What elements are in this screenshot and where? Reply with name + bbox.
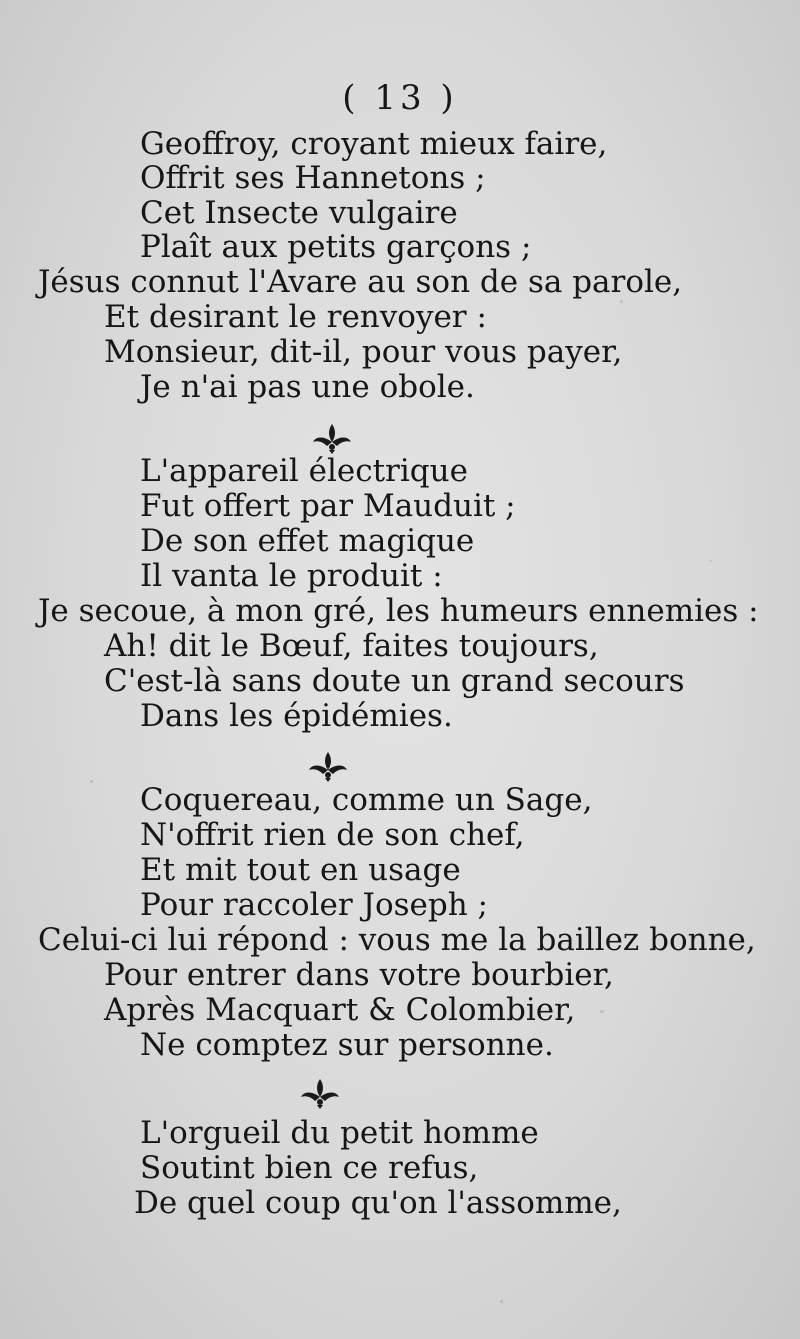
verse-line: Je n'ai pas une obole. <box>140 369 475 405</box>
verse-line: Ne comptez sur personne. <box>140 1027 554 1063</box>
verse-line: N'offrit rien de son chef, <box>140 817 525 853</box>
verse-line: Monsieur, dit-il, pour vous payer, <box>104 334 623 370</box>
fleuron-icon <box>306 748 350 782</box>
verse-line: Pour raccoler Joseph ; <box>140 887 488 923</box>
verse-line: De son effet magique <box>140 523 475 559</box>
verse-line: Et desirant le renvoyer : <box>104 299 487 335</box>
verse-line: Soutint bien ce refus, <box>140 1150 479 1186</box>
verse-line: C'est-là sans doute un grand secours <box>104 663 685 699</box>
verse-line: De quel coup qu'on l'assomme, <box>134 1185 622 1221</box>
verse-line: Et mit tout en usage <box>140 852 461 888</box>
verse-line: L'orgueil du petit homme <box>140 1115 539 1151</box>
verse-line: Dans les épidémies. <box>140 698 453 734</box>
verse-line: Après Macquart & Colombier, <box>104 992 576 1028</box>
verse-line: Pour entrer dans votre bourbier, <box>104 957 614 993</box>
page-number: ( 13 ) <box>342 78 458 118</box>
verse-line: Il vanta le produit : <box>140 558 443 594</box>
verse-line: Ah! dit le Bœuf, faites toujours, <box>104 628 599 664</box>
verse-line: Geoffroy, croyant mieux faire, <box>140 126 608 162</box>
verse-line: Coquereau, comme un Sage, <box>140 782 593 818</box>
fleuron-icon <box>298 1075 342 1109</box>
fleuron-icon <box>310 420 354 454</box>
verse-line: Je secoue, à mon gré, les humeurs ennemies : <box>38 593 759 629</box>
verse-line: Jésus connut l'Avare au son de sa parole, <box>38 264 683 300</box>
verse-line: Cet Insecte vulgaire <box>140 195 458 231</box>
verse-line: Celui-ci lui répond : vous me la baillez bonne, <box>38 922 756 958</box>
verse-line: Fut offert par Mauduit ; <box>140 488 516 524</box>
verse-line: Plaît aux petits garçons ; <box>140 229 532 265</box>
verse-line: L'appareil électrique <box>140 453 468 489</box>
verse-line: Offrit ses Hannetons ; <box>140 160 486 196</box>
